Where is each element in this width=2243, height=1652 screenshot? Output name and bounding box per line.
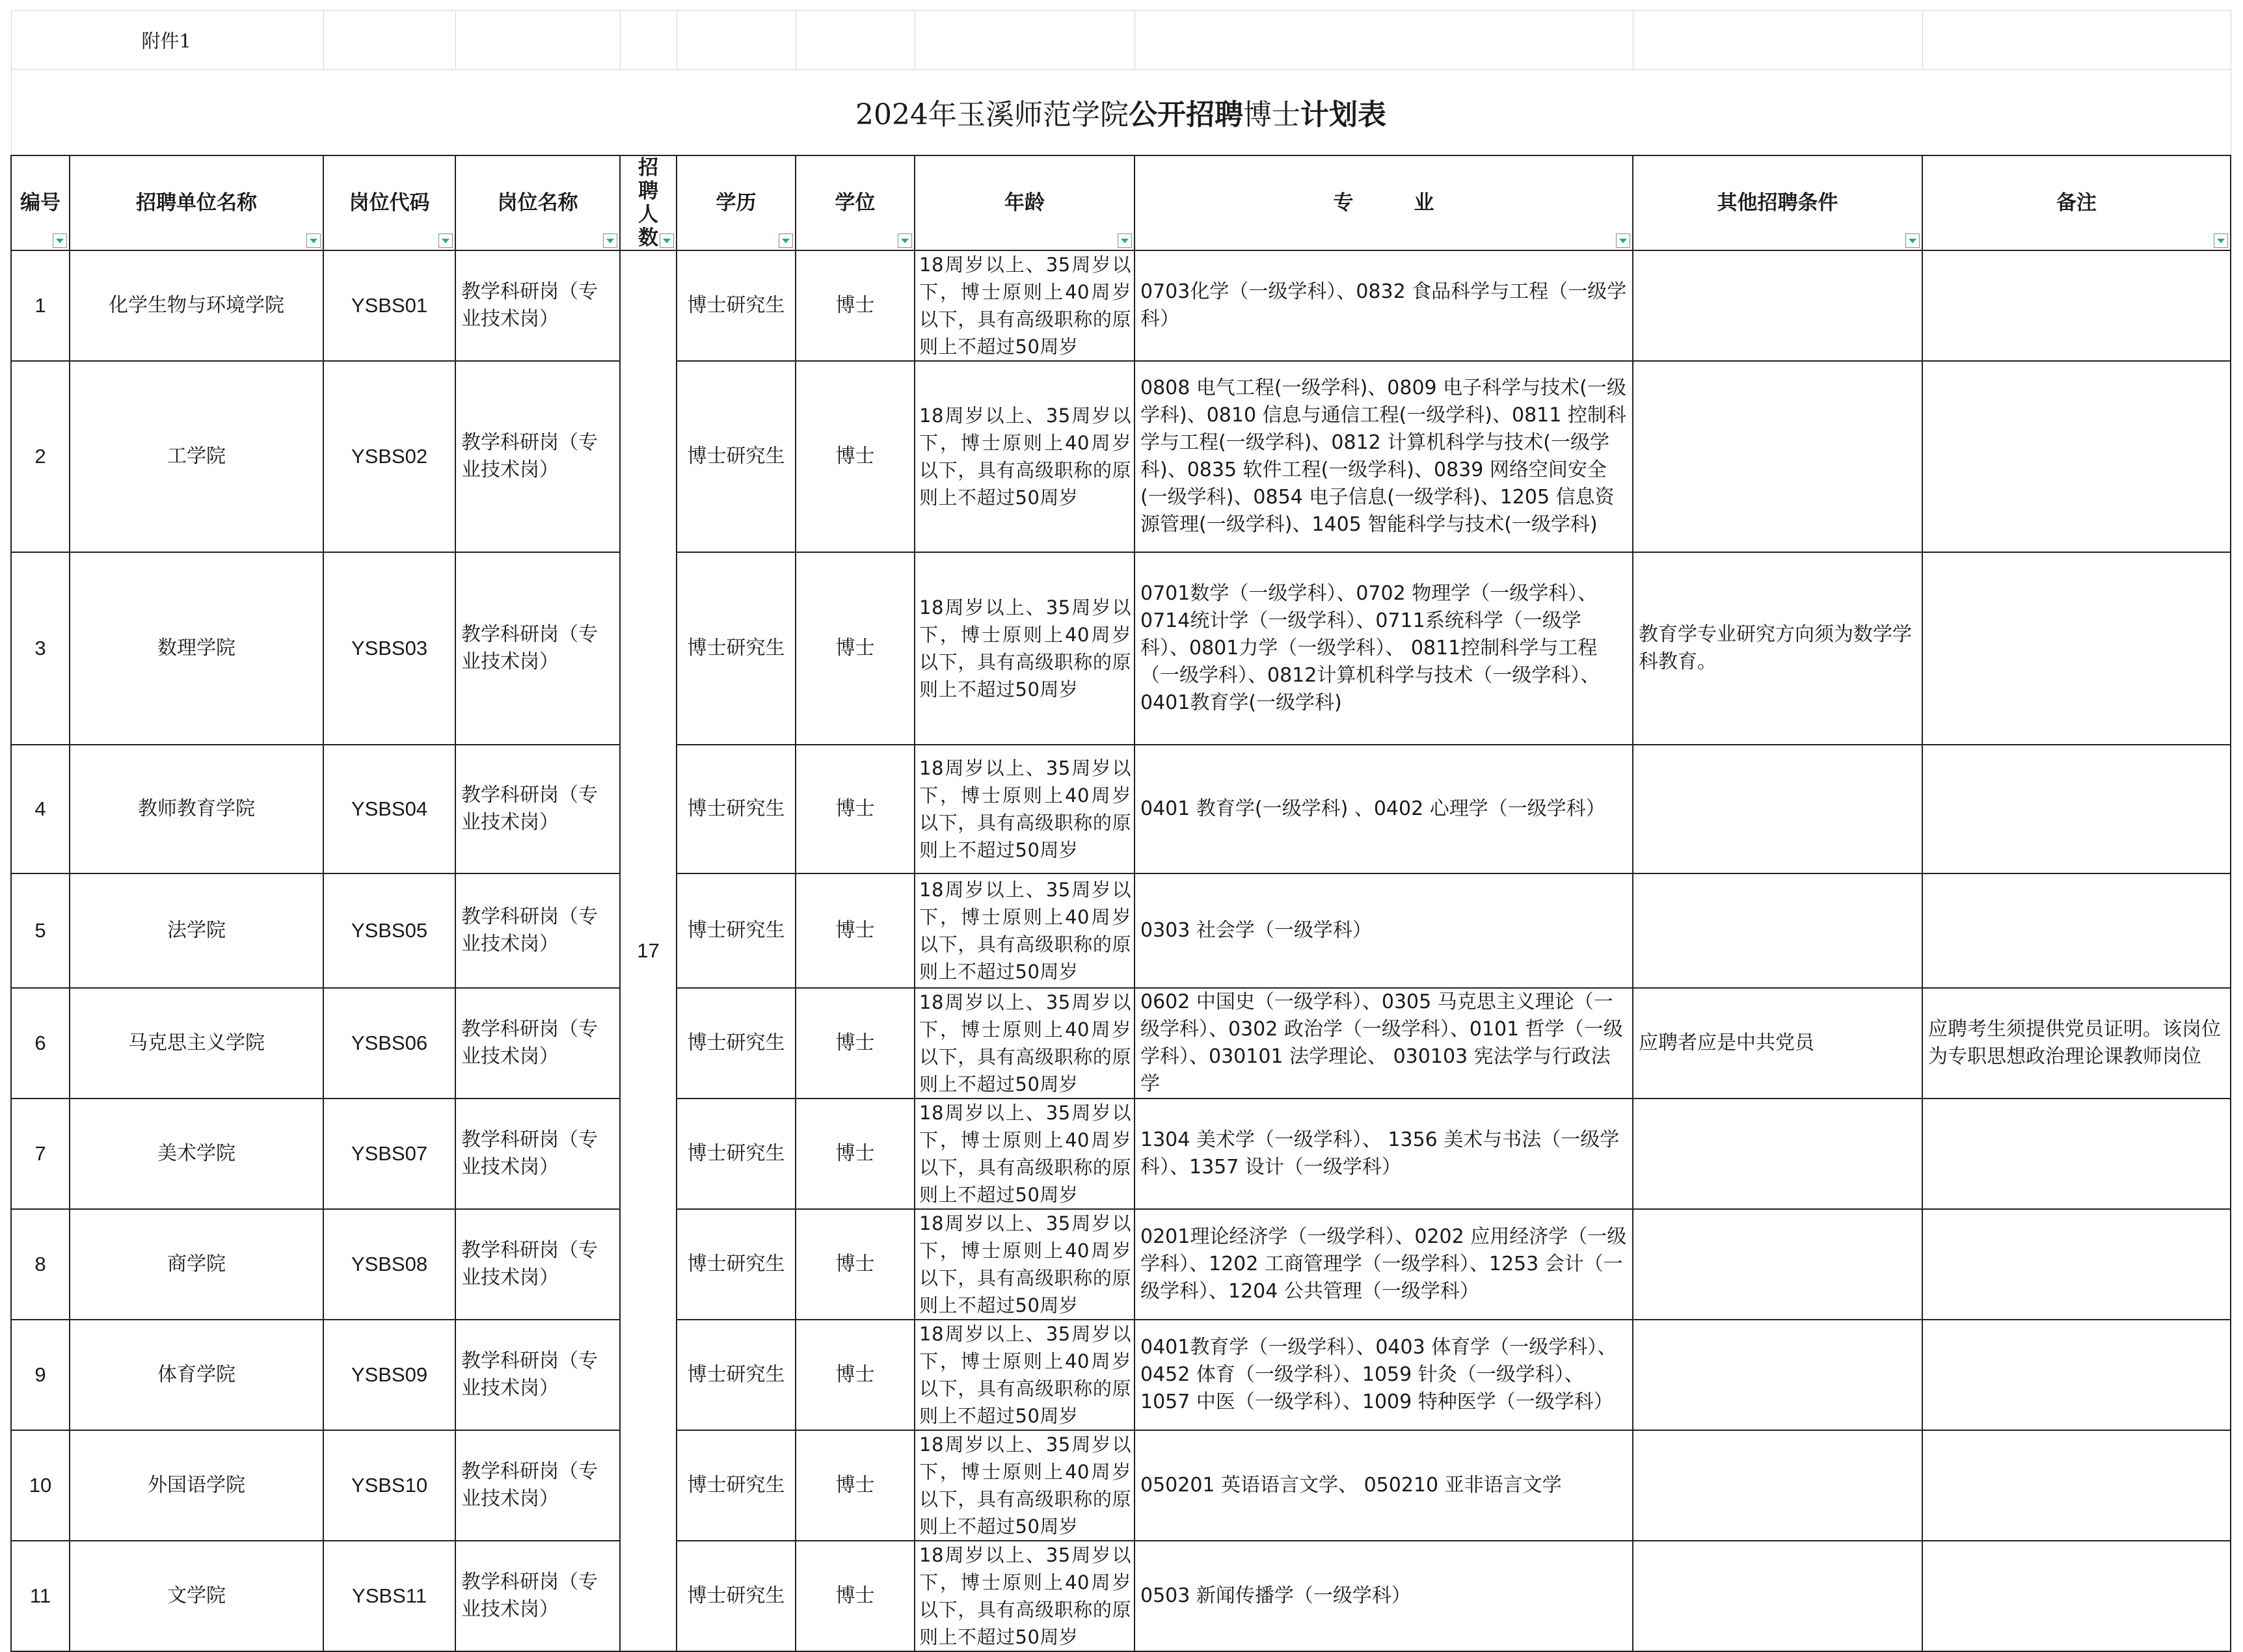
filter-dropdown-icon[interactable] [779, 233, 793, 248]
filter-dropdown-icon[interactable] [53, 233, 67, 248]
cell-post[interactable]: 教学科研岗（专业技术岗） [455, 1320, 620, 1430]
cell-post[interactable]: 教学科研岗（专业技术岗） [455, 552, 620, 745]
cell-major[interactable]: 050201 英语语言文学、 050210 亚非语言文学 [1135, 1430, 1633, 1541]
cell-age[interactable]: 18周岁以上、35周岁以下，博士原则上40周岁以下，具有高级职称的原则上不超过50周岁 [915, 1209, 1135, 1320]
cell-major[interactable]: 0701数学（一级学科）、0702 物理学（一级学科）、0714统计学（一级学科）、0711系统科学（一级学科）、0801力学（一级学科）、 0811控制科学与工程（一级学科）、0812计算机科学与技术（一级学科）、 0401教育学(一级学科) [1135, 552, 1633, 745]
header-major[interactable]: 专 业 [1135, 155, 1633, 250]
cell-note[interactable] [1922, 873, 2231, 988]
cell-no[interactable]: 11 [11, 1541, 70, 1651]
cell-no[interactable]: 2 [11, 361, 70, 552]
cell-major[interactable]: 0503 新闻传播学（一级学科） [1135, 1541, 1633, 1651]
cell-code[interactable]: YSBS10 [323, 1430, 455, 1541]
cell-degree[interactable]: 博士 [796, 873, 915, 988]
cell-edu[interactable]: 博士研究生 [677, 1209, 796, 1320]
cell-degree[interactable]: 博士 [796, 745, 915, 873]
filter-dropdown-icon[interactable] [1118, 233, 1132, 248]
cell-degree[interactable]: 博士 [796, 1320, 915, 1430]
header-post[interactable]: 岗位名称 [455, 155, 620, 250]
cell-note[interactable] [1922, 745, 2231, 873]
cell-unit[interactable]: 化学生物与环境学院 [70, 250, 323, 361]
recruitment-plan-table [10, 10, 2231, 1652]
table-row [11, 1099, 2231, 1209]
cell-edu[interactable]: 博士研究生 [677, 873, 796, 988]
filter-dropdown-icon[interactable] [1905, 233, 1920, 248]
cell-other[interactable] [1633, 1430, 1922, 1541]
cell-post[interactable]: 教学科研岗（专业技术岗） [455, 988, 620, 1099]
header-row [11, 155, 2231, 250]
table-row [11, 1430, 2231, 1541]
cell-unit[interactable]: 体育学院 [70, 1320, 323, 1430]
header-degree[interactable]: 学位 [796, 155, 915, 250]
table-row [11, 552, 2231, 745]
cell-code[interactable]: YSBS11 [323, 1541, 455, 1651]
header-age[interactable]: 年龄 [915, 155, 1135, 250]
table-row [11, 361, 2231, 552]
cell-code[interactable]: YSBS07 [323, 1099, 455, 1209]
cell-code[interactable]: YSBS03 [323, 552, 455, 745]
table-row [11, 250, 2231, 361]
cell-unit[interactable]: 法学院 [70, 873, 323, 988]
cell-age[interactable]: 18周岁以上、35周岁以下，博士原则上40周岁以下，具有高级职称的原则上不超过50周岁 [915, 250, 1135, 361]
cell-other[interactable] [1633, 745, 1922, 873]
cell-post[interactable]: 教学科研岗（专业技术岗） [455, 361, 620, 552]
cell-unit[interactable]: 外国语学院 [70, 1430, 323, 1541]
cell-note[interactable] [1922, 1099, 2231, 1209]
cell-degree[interactable]: 博士 [796, 1209, 915, 1320]
cell-major[interactable]: 0703化学（一级学科）、0832 食品科学与工程（一级学科） [1135, 250, 1633, 361]
table-row [11, 873, 2231, 988]
cell-no[interactable]: 4 [11, 745, 70, 873]
cell-unit[interactable]: 文学院 [70, 1541, 323, 1651]
cell-other[interactable] [1633, 250, 1922, 361]
cell-edu[interactable]: 博士研究生 [677, 1541, 796, 1651]
cell-unit[interactable]: 商学院 [70, 1209, 323, 1320]
header-no[interactable]: 编号 [11, 155, 70, 250]
table-row [11, 745, 2231, 873]
cell-code[interactable]: YSBS09 [323, 1320, 455, 1430]
cell-code[interactable]: YSBS06 [323, 988, 455, 1099]
cell-post[interactable]: 教学科研岗（专业技术岗） [455, 873, 620, 988]
cell-degree[interactable]: 博士 [796, 988, 915, 1099]
header-edu[interactable]: 学历 [677, 155, 796, 250]
cell-major[interactable]: 0602 中国史（一级学科）、0305 马克思主义理论（一级学科）、0302 政治学（一级学科）、0101 哲学（一级学科）、030101 法学理论、 030103 宪法学与行政法学 [1135, 988, 1633, 1099]
cell-total-count[interactable]: 17 [620, 250, 677, 1651]
cell-code[interactable]: YSBS05 [323, 873, 455, 988]
cell-no[interactable]: 3 [11, 552, 70, 745]
cell-age[interactable]: 18周岁以上、35周岁以下，博士原则上40周岁以下，具有高级职称的原则上不超过50周岁 [915, 552, 1135, 745]
cell-degree[interactable]: 博士 [796, 250, 915, 361]
cell-edu[interactable]: 博士研究生 [677, 1099, 796, 1209]
header-unit[interactable]: 招聘单位名称 [70, 155, 323, 250]
page-title: 2024年玉溪师范学院公开招聘博士计划表 [11, 70, 2231, 155]
cell-major[interactable]: 0401教育学（一级学科）、0403 体育学（一级学科）、0452 体育（一级学科）、1059 针灸（一级学科）、1057 中医（一级学科）、1009 特种医学（一级学科） [1135, 1320, 1633, 1430]
cell-note[interactable] [1922, 250, 2231, 361]
header-note[interactable]: 备注 [1922, 155, 2231, 250]
cell-post[interactable]: 教学科研岗（专业技术岗） [455, 1209, 620, 1320]
empty-cell[interactable] [620, 11, 677, 70]
cell-note[interactable] [1922, 552, 2231, 745]
cell-no[interactable]: 6 [11, 988, 70, 1099]
cell-other[interactable]: 应聘者应是中共党员 [1633, 988, 1922, 1099]
cell-age[interactable]: 18周岁以上、35周岁以下，博士原则上40周岁以下，具有高级职称的原则上不超过50周岁 [915, 873, 1135, 988]
cell-no[interactable]: 1 [11, 250, 70, 361]
table-row [11, 988, 2231, 1099]
table-row [11, 1209, 2231, 1320]
cell-code[interactable]: YSBS02 [323, 361, 455, 552]
cell-edu[interactable]: 博士研究生 [677, 1430, 796, 1541]
empty-cell[interactable] [1922, 11, 2231, 70]
empty-cell[interactable] [323, 11, 455, 70]
cell-other[interactable] [1633, 1320, 1922, 1430]
cell-major[interactable]: 1304 美术学（一级学科）、 1356 美术与书法（一级学科）、1357 设计（一级学科） [1135, 1099, 1633, 1209]
filter-dropdown-icon[interactable] [2214, 233, 2228, 248]
cell-other[interactable] [1633, 1099, 1922, 1209]
header-code[interactable]: 岗位代码 [323, 155, 455, 250]
cell-degree[interactable]: 博士 [796, 552, 915, 745]
cell-post[interactable]: 教学科研岗（专业技术岗） [455, 250, 620, 361]
cell-no[interactable]: 5 [11, 873, 70, 988]
title-row [11, 70, 2231, 155]
cell-code[interactable]: YSBS01 [323, 250, 455, 361]
empty-cell[interactable] [796, 11, 915, 70]
cell-major[interactable]: 0201理论经济学（一级学科）、0202 应用经济学（一级学科）、1202 工商管理学（一级学科）、1253 会计（一级学科）、1204 公共管理（一级学科） [1135, 1209, 1633, 1320]
cell-degree[interactable]: 博士 [796, 1430, 915, 1541]
filter-dropdown-icon[interactable] [898, 233, 912, 248]
empty-cell[interactable] [1633, 11, 1922, 70]
cell-no[interactable]: 9 [11, 1320, 70, 1430]
table-row [11, 1541, 2231, 1651]
cell-major[interactable]: 0808 电气工程(一级学科)、0809 电子科学与技术(一级学科)、0810 信息与通信工程(一级学科)、0811 控制科学与工程(一级学科)、0812 计算机科学与技术(一级学科)、0835 软件工程(一级学科)、0839 网络空间安全(一级学科)、0854 电子信息(一级学科)、1205 信息资源管理(一级学科)、1405 智能科学与技术(一级学科) [1135, 361, 1633, 552]
cell-age[interactable]: 18周岁以上、35周岁以下，博士原则上40周岁以下，具有高级职称的原则上不超过50周岁 [915, 1430, 1135, 1541]
cell-age[interactable]: 18周岁以上、35周岁以下，博士原则上40周岁以下，具有高级职称的原则上不超过50周岁 [915, 745, 1135, 873]
cell-edu[interactable]: 博士研究生 [677, 361, 796, 552]
cell-degree[interactable]: 博士 [796, 361, 915, 552]
cell-unit[interactable]: 工学院 [70, 361, 323, 552]
cell-major[interactable]: 0401 教育学(一级学科) 、0402 心理学（一级学科） [1135, 745, 1633, 873]
cell-note[interactable] [1922, 1430, 2231, 1541]
cell-note[interactable] [1922, 1320, 2231, 1430]
cell-edu[interactable]: 博士研究生 [677, 1320, 796, 1430]
cell-post[interactable]: 教学科研岗（专业技术岗） [455, 1541, 620, 1651]
filter-dropdown-icon[interactable] [1616, 233, 1630, 248]
cell-other[interactable] [1633, 1209, 1922, 1320]
cell-age[interactable]: 18周岁以上、35周岁以下，博士原则上40周岁以下，具有高级职称的原则上不超过50周岁 [915, 361, 1135, 552]
cell-other[interactable]: 教育学专业研究方向须为数学学科教育。 [1633, 552, 1922, 745]
empty-cell[interactable] [455, 11, 620, 70]
cell-edu[interactable]: 博士研究生 [677, 745, 796, 873]
cell-degree[interactable]: 博士 [796, 1541, 915, 1651]
cell-age[interactable]: 18周岁以上、35周岁以下，博士原则上40周岁以下，具有高级职称的原则上不超过50周岁 [915, 988, 1135, 1099]
cell-unit[interactable]: 马克思主义学院 [70, 988, 323, 1099]
attachment-row [11, 11, 2231, 70]
cell-edu[interactable]: 博士研究生 [677, 552, 796, 745]
cell-note[interactable] [1922, 1541, 2231, 1651]
cell-note[interactable] [1922, 361, 2231, 552]
empty-cell[interactable] [1135, 11, 1633, 70]
cell-age[interactable]: 18周岁以上、35周岁以下，博士原则上40周岁以下，具有高级职称的原则上不超过50周岁 [915, 1541, 1135, 1651]
cell-other[interactable] [1633, 873, 1922, 988]
header-other[interactable]: 其他招聘条件 [1633, 155, 1922, 250]
cell-major[interactable]: 0303 社会学（一级学科） [1135, 873, 1633, 988]
cell-edu[interactable]: 博士研究生 [677, 250, 796, 361]
filter-dropdown-icon[interactable] [660, 233, 674, 248]
empty-cell[interactable] [677, 11, 796, 70]
cell-other[interactable] [1633, 1541, 1922, 1651]
attachment-label: 附件1 [11, 11, 323, 70]
cell-unit[interactable]: 美术学院 [70, 1099, 323, 1209]
header-count[interactable]: 招聘人数 [620, 155, 677, 250]
cell-no[interactable]: 8 [11, 1209, 70, 1320]
cell-code[interactable]: YSBS08 [323, 1209, 455, 1320]
cell-unit[interactable]: 数理学院 [70, 552, 323, 745]
filter-dropdown-icon[interactable] [306, 233, 321, 248]
empty-cell[interactable] [915, 11, 1135, 70]
cell-post[interactable]: 教学科研岗（专业技术岗） [455, 745, 620, 873]
cell-degree[interactable]: 博士 [796, 1099, 915, 1209]
cell-age[interactable]: 18周岁以上、35周岁以下，博士原则上40周岁以下，具有高级职称的原则上不超过50周岁 [915, 1099, 1135, 1209]
filter-dropdown-icon[interactable] [603, 233, 617, 248]
cell-note[interactable]: 应聘考生须提供党员证明。该岗位为专职思想政治理论课教师岗位 [1922, 988, 2231, 1099]
cell-no[interactable]: 7 [11, 1099, 70, 1209]
cell-no[interactable]: 10 [11, 1430, 70, 1541]
cell-age[interactable]: 18周岁以上、35周岁以下，博士原则上40周岁以下，具有高级职称的原则上不超过50周岁 [915, 1320, 1135, 1430]
cell-unit[interactable]: 教师教育学院 [70, 745, 323, 873]
cell-edu[interactable]: 博士研究生 [677, 988, 796, 1099]
cell-code[interactable]: YSBS04 [323, 745, 455, 873]
filter-dropdown-icon[interactable] [438, 233, 453, 248]
cell-other[interactable] [1633, 361, 1922, 552]
cell-note[interactable] [1922, 1209, 2231, 1320]
cell-post[interactable]: 教学科研岗（专业技术岗） [455, 1099, 620, 1209]
cell-post[interactable]: 教学科研岗（专业技术岗） [455, 1430, 620, 1541]
table-row [11, 1320, 2231, 1430]
